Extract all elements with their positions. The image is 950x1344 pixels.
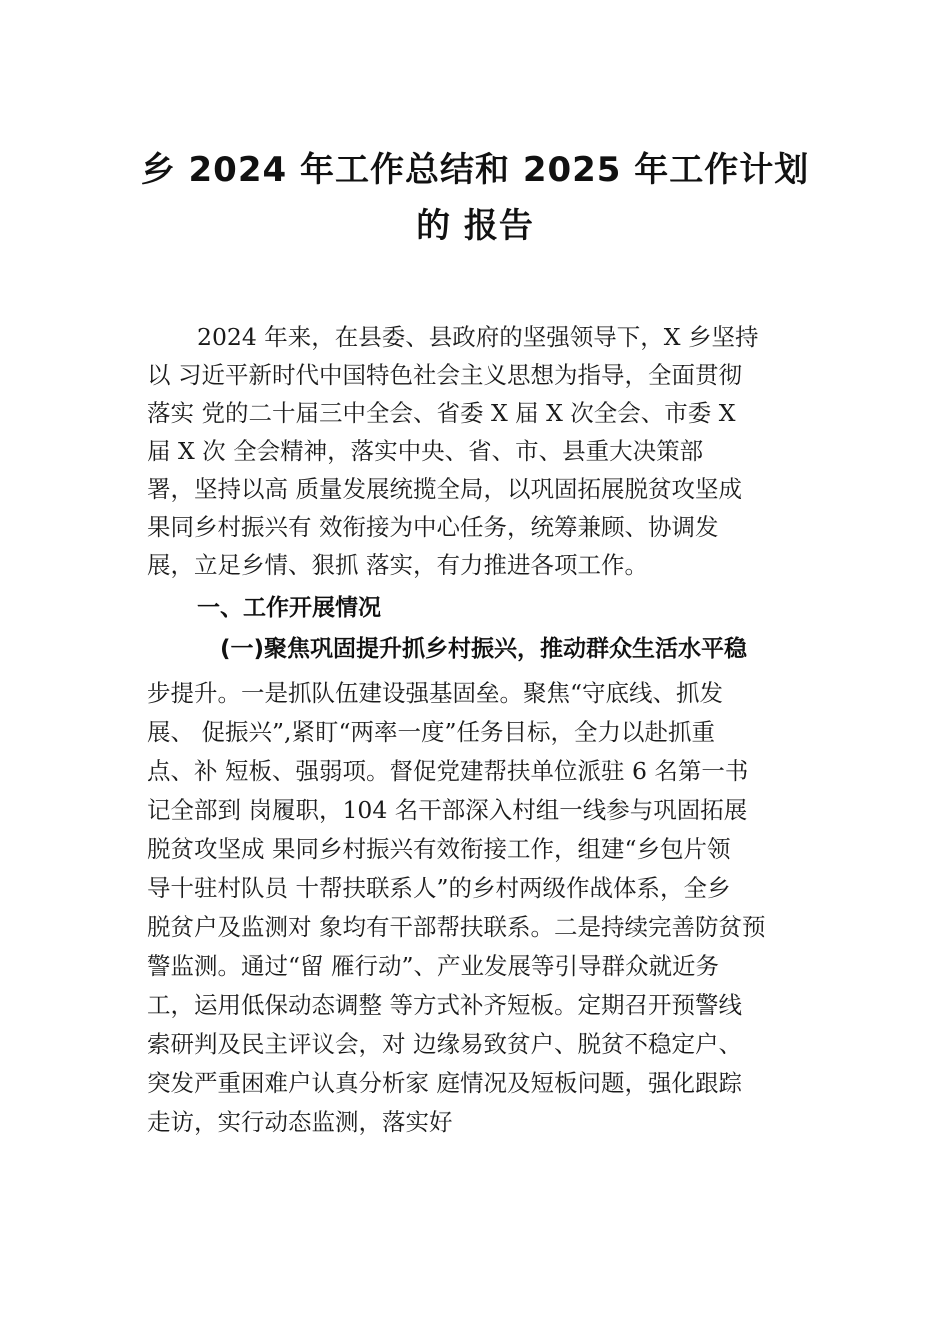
body-line-9: 工，运用低保动态调整 等方式补齐短板。定期召开预警线 <box>147 991 742 1019</box>
body-line-4: 记全部到 岗履职，104 名干部深入村组一线参与巩固拓展 <box>147 796 748 824</box>
body-line-11: 突发严重困难户认真分析家 庭情况及短板问题，强化跟踪 <box>147 1069 742 1097</box>
body-line-7: 脱贫户及监测对 象均有干部帮扶联系。二是持续完善防贫预 <box>147 913 766 941</box>
body-line-8: 警监测。通过“留 雁行动”、产业发展等引导群众就近务 <box>147 952 719 980</box>
intro-line-7: 展，立足乡情、狠抓 落实，有力推进各项工作。 <box>147 551 648 579</box>
intro-line-6: 果同乡村振兴有 效衔接为中心任务，统筹兼顾、协调发 <box>147 513 719 541</box>
body-line-12: 走访，实行动态监测，落实好 <box>147 1108 453 1136</box>
intro-line-4: 届 X 次 全会精神，落实中央、省、市、县重大决策部 <box>147 437 704 465</box>
body-line-2: 展、 促振兴”,紧盯“两率一度”任务目标，全力以赴抓重 <box>147 718 715 746</box>
intro-line-1: 2024 年来，在县委、县政府的坚强领导下，X 乡坚持 <box>197 323 759 351</box>
body-line-5: 脱贫攻坚成 果同乡村振兴有效衔接工作，组建“乡包片领 <box>147 835 731 863</box>
body-line-10: 索研判及民主评议会，对 边缘易致贫户、脱贫不稳定户、 <box>147 1030 742 1058</box>
intro-line-3: 落实 党的二十届三中全会、省委 X 届 X 次全会、市委 X <box>147 399 736 427</box>
intro-line-2: 以 习近平新时代中国特色社会主义思想为指导，全面贯彻 <box>147 361 742 389</box>
body-line-6: 导十驻村队员 十帮扶联系人”的乡村两级作战体系，全乡 <box>147 874 731 902</box>
body-line-3: 点、补 短板、强弱项。督促党建帮扶单位派驻 6 名第一书 <box>147 757 749 785</box>
section-heading: 一、工作开展情况 <box>197 595 381 621</box>
body-line-1: 步提升。一是抓队伍建设强基固垒。聚焦“守底线、抓发 <box>147 679 724 707</box>
document-title-line-1: 乡 2024 年工作总结和 2025 年工作计划 <box>140 150 810 190</box>
intro-line-5: 署，坚持以高 质量发展统揽全局，以巩固拓展脱贫攻坚成 <box>147 475 742 503</box>
subsection-heading: (一)聚焦巩固提升抓乡村振兴，推动群众生活水平稳 <box>220 636 748 662</box>
document-title-line-2: 的 报告 <box>416 206 534 246</box>
